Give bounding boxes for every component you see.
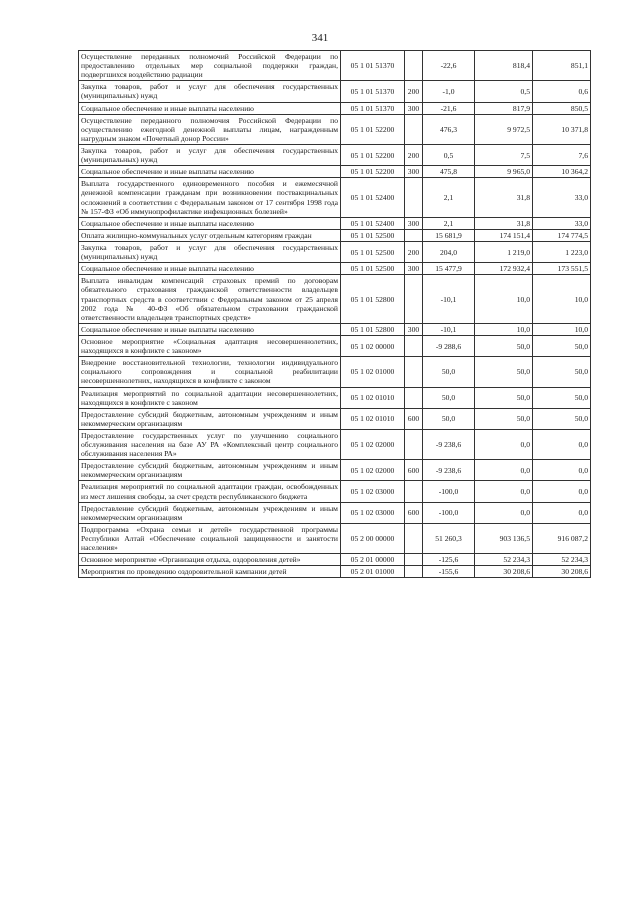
table-row [79, 523, 591, 553]
amount-year-1-cell: 7,5 [475, 144, 533, 165]
expense-type-cell: 600 [405, 502, 423, 523]
amount-year-1-cell: 0,0 [475, 429, 533, 459]
amount-year-2-cell: 50,0 [533, 408, 591, 429]
table-row [79, 217, 591, 229]
amount-year-1-cell: 50,0 [475, 335, 533, 356]
amount-year-1-cell: 1 219,0 [475, 241, 533, 262]
amount-year-2-cell: 850,5 [533, 102, 591, 114]
amount-year-1-cell: 0,0 [475, 502, 533, 523]
table-row [79, 481, 591, 502]
amount-change-cell: 50,0 [423, 408, 475, 429]
expense-type-cell: 200 [405, 81, 423, 102]
amount-year-1-cell: 50,0 [475, 387, 533, 408]
table-row [79, 387, 591, 408]
expense-type-cell: 600 [405, 460, 423, 481]
amount-change-cell: 204,0 [423, 241, 475, 262]
amount-change-cell: -22,6 [423, 51, 475, 81]
target-code-cell: 05 1 01 52800 [341, 275, 405, 324]
amount-year-2-cell: 851,1 [533, 51, 591, 81]
amount-change-cell: 50,0 [423, 387, 475, 408]
row-name-cell: Основное мероприятие «Социальная адаптация несовершеннолетних, находящихся в конфликте с законом» [79, 335, 341, 356]
row-name-cell: Основное мероприятие «Организация отдыха, оздоровления детей» [79, 554, 341, 566]
amount-year-2-cell: 0,0 [533, 460, 591, 481]
target-code-cell: 05 1 02 00000 [341, 335, 405, 356]
expense-type-cell: 300 [405, 166, 423, 178]
table-row [79, 460, 591, 481]
page-number: 341 [311, 32, 329, 44]
row-name-cell: Реализация мероприятий по социальной адаптации граждан, освобожденных из мест лишения свободы, за счет средств республиканского бюджета [79, 481, 341, 502]
expense-type-cell [405, 387, 423, 408]
target-code-cell: 05 1 01 52500 [341, 263, 405, 275]
budget-table-body [79, 51, 591, 578]
amount-change-cell: -1,0 [423, 81, 475, 102]
amount-change-cell: -21,6 [423, 102, 475, 114]
table-row [79, 323, 591, 335]
amount-year-1-cell: 817,9 [475, 102, 533, 114]
amount-change-cell: -155,6 [423, 566, 475, 578]
row-name-cell: Выплата инвалидам компенсаций страховых премий по договорам обязательного страхования гражданской ответственности владельцев транспортных средств в соответствии с Федеральным законом от 25 апреля 2002 года № 40-ФЗ «Об обязательном страховании гражданской ответственности владельцев транспортных средств» [79, 275, 341, 324]
table-row [79, 357, 591, 387]
expense-type-cell [405, 229, 423, 241]
amount-year-2-cell: 50,0 [533, 357, 591, 387]
amount-year-1-cell: 9 972,5 [475, 114, 533, 144]
amount-change-cell: -9 288,6 [423, 335, 475, 356]
expense-type-cell: 300 [405, 323, 423, 335]
table-row [79, 429, 591, 459]
expense-type-cell [405, 275, 423, 324]
amount-change-cell: 15 681,9 [423, 229, 475, 241]
table-row [79, 275, 591, 324]
amount-year-2-cell: 0,0 [533, 481, 591, 502]
amount-change-cell: -10,1 [423, 275, 475, 324]
expense-type-cell [405, 335, 423, 356]
row-name-cell: Закупка товаров, работ и услуг для обеспечения государственных (муниципальных) нужд [79, 81, 341, 102]
target-code-cell: 05 1 01 52400 [341, 217, 405, 229]
table-row [79, 102, 591, 114]
expense-type-cell [405, 178, 423, 217]
expense-type-cell: 300 [405, 263, 423, 275]
amount-year-2-cell: 10,0 [533, 323, 591, 335]
table-row [79, 566, 591, 578]
table-row [79, 81, 591, 102]
row-name-cell: Предоставление государственных услуг по улучшению социального обслуживания населения на базе АУ РА «Комплексный центр социального обслуживания населения РА» [79, 429, 341, 459]
expense-type-cell [405, 429, 423, 459]
expense-type-cell [405, 114, 423, 144]
row-name-cell: Закупка товаров, работ и услуг для обеспечения государственных (муниципальных) нужд [79, 241, 341, 262]
amount-year-2-cell: 916 087,2 [533, 523, 591, 553]
target-code-cell: 05 1 01 52500 [341, 229, 405, 241]
expense-type-cell: 600 [405, 408, 423, 429]
target-code-cell: 05 2 01 01000 [341, 566, 405, 578]
target-code-cell: 05 1 01 51370 [341, 102, 405, 114]
target-code-cell: 05 1 02 02000 [341, 429, 405, 459]
amount-year-1-cell: 9 965,0 [475, 166, 533, 178]
amount-change-cell: 475,8 [423, 166, 475, 178]
amount-year-2-cell: 10,0 [533, 275, 591, 324]
expense-type-cell [405, 357, 423, 387]
amount-year-1-cell: 172 932,4 [475, 263, 533, 275]
target-code-cell: 05 2 00 00000 [341, 523, 405, 553]
amount-year-2-cell: 52 234,3 [533, 554, 591, 566]
target-code-cell: 05 1 01 52800 [341, 323, 405, 335]
table-row [79, 144, 591, 165]
amount-change-cell: -100,0 [423, 481, 475, 502]
row-name-cell: Социальное обеспечение и иные выплаты населению [79, 323, 341, 335]
amount-year-2-cell: 50,0 [533, 387, 591, 408]
expense-type-cell: 200 [405, 144, 423, 165]
row-name-cell: Социальное обеспечение и иные выплаты населению [79, 263, 341, 275]
amount-year-2-cell: 173 551,5 [533, 263, 591, 275]
row-name-cell: Осуществление переданных полномочий Российской Федерации по предоставлению отдельных мер социальной поддержки граждан, подвергшихся воздействию радиации [79, 51, 341, 81]
amount-change-cell: -125,6 [423, 554, 475, 566]
amount-year-2-cell: 1 223,0 [533, 241, 591, 262]
target-code-cell: 05 1 01 52400 [341, 178, 405, 217]
amount-year-2-cell: 7,6 [533, 144, 591, 165]
expense-type-cell: 300 [405, 217, 423, 229]
amount-change-cell: 15 477,9 [423, 263, 475, 275]
amount-year-1-cell: 818,4 [475, 51, 533, 81]
table-row [79, 502, 591, 523]
amount-year-1-cell: 50,0 [475, 408, 533, 429]
target-code-cell: 05 1 02 03000 [341, 502, 405, 523]
row-name-cell: Предоставление субсидий бюджетным, автономным учреждениям и иным некоммерческим организациям [79, 502, 341, 523]
row-name-cell: Предоставление субсидий бюджетным, автономным учреждениям и иным некоммерческим организациям [79, 408, 341, 429]
row-name-cell: Социальное обеспечение и иные выплаты населению [79, 166, 341, 178]
amount-change-cell: -9 238,6 [423, 460, 475, 481]
target-code-cell: 05 1 01 51370 [341, 81, 405, 102]
amount-year-1-cell: 31,8 [475, 217, 533, 229]
target-code-cell: 05 1 02 02000 [341, 460, 405, 481]
expense-type-cell: 300 [405, 102, 423, 114]
row-name-cell: Мероприятия по проведению оздоровительной кампании детей [79, 566, 341, 578]
row-name-cell: Предоставление субсидий бюджетным, автономным учреждениям и иным некоммерческим организациям [79, 460, 341, 481]
budget-table [78, 50, 591, 578]
amount-year-1-cell: 0,0 [475, 460, 533, 481]
amount-change-cell: 2,1 [423, 178, 475, 217]
table-row [79, 241, 591, 262]
row-name-cell: Осуществление переданного полномочия Российской Федерации по осуществлению ежегодной денежной выплаты лицам, награжденным нагрудным знаком «Почетный донор России» [79, 114, 341, 144]
amount-year-1-cell: 174 151,4 [475, 229, 533, 241]
expense-type-cell [405, 554, 423, 566]
target-code-cell: 05 1 02 01010 [341, 387, 405, 408]
table-row [79, 335, 591, 356]
table-row [79, 178, 591, 217]
amount-year-1-cell: 903 136,5 [475, 523, 533, 553]
expense-type-cell [405, 566, 423, 578]
expense-type-cell [405, 523, 423, 553]
amount-year-1-cell: 50,0 [475, 357, 533, 387]
amount-year-2-cell: 0,0 [533, 429, 591, 459]
expense-type-cell: 200 [405, 241, 423, 262]
amount-year-2-cell: 30 208,6 [533, 566, 591, 578]
amount-year-2-cell: 174 774,5 [533, 229, 591, 241]
row-name-cell: Оплата жилищно-коммунальных услуг отдельным категориям граждан [79, 229, 341, 241]
target-code-cell: 05 1 02 01000 [341, 357, 405, 387]
amount-change-cell: 2,1 [423, 217, 475, 229]
row-name-cell: Социальное обеспечение и иные выплаты населению [79, 102, 341, 114]
table-row [79, 229, 591, 241]
amount-change-cell: -10,1 [423, 323, 475, 335]
target-code-cell: 05 1 02 03000 [341, 481, 405, 502]
amount-year-1-cell: 31,8 [475, 178, 533, 217]
target-code-cell: 05 2 01 00000 [341, 554, 405, 566]
amount-year-1-cell: 10,0 [475, 323, 533, 335]
table-row [79, 554, 591, 566]
amount-year-2-cell: 10 364,2 [533, 166, 591, 178]
row-name-cell: Реализация мероприятий по социальной адаптации несовершеннолетних, находящихся в конфликте с законом [79, 387, 341, 408]
target-code-cell: 05 1 02 01010 [341, 408, 405, 429]
table-row [79, 263, 591, 275]
amount-change-cell: -9 238,6 [423, 429, 475, 459]
row-name-cell: Подпрограмма «Охрана семьи и детей» государственной программы Республики Алтай «Обеспечение социальной защищенности и занятости населения» [79, 523, 341, 553]
amount-year-1-cell: 0,5 [475, 81, 533, 102]
row-name-cell: Социальное обеспечение и иные выплаты населению [79, 217, 341, 229]
target-code-cell: 05 1 01 52200 [341, 114, 405, 144]
amount-year-2-cell: 33,0 [533, 217, 591, 229]
target-code-cell: 05 1 01 51370 [341, 51, 405, 81]
amount-change-cell: 0,5 [423, 144, 475, 165]
target-code-cell: 05 1 01 52200 [341, 166, 405, 178]
row-name-cell: Выплата государственного единовременного пособия и ежемесячной денежной компенсации гражданам при возникновении поствакцинальных осложнений в соответствии с Федеральным законом от 17 сентября 1998 года № 157-ФЗ «Об иммунопрофилактике инфекционных болезней» [79, 178, 341, 217]
amount-year-2-cell: 50,0 [533, 335, 591, 356]
expense-type-cell [405, 51, 423, 81]
amount-year-2-cell: 0,6 [533, 81, 591, 102]
amount-change-cell: 50,0 [423, 357, 475, 387]
target-code-cell: 05 1 01 52500 [341, 241, 405, 262]
table-row [79, 51, 591, 81]
table-row [79, 166, 591, 178]
table-row [79, 114, 591, 144]
amount-change-cell: -100,0 [423, 502, 475, 523]
amount-year-1-cell: 52 234,3 [475, 554, 533, 566]
amount-year-1-cell: 30 208,6 [475, 566, 533, 578]
amount-change-cell: 51 260,3 [423, 523, 475, 553]
amount-year-2-cell: 10 371,8 [533, 114, 591, 144]
amount-change-cell: 476,3 [423, 114, 475, 144]
row-name-cell: Закупка товаров, работ и услуг для обеспечения государственных (муниципальных) нужд [79, 144, 341, 165]
amount-year-1-cell: 10,0 [475, 275, 533, 324]
expense-type-cell [405, 481, 423, 502]
target-code-cell: 05 1 01 52200 [341, 144, 405, 165]
amount-year-2-cell: 0,0 [533, 502, 591, 523]
amount-year-2-cell: 33,0 [533, 178, 591, 217]
table-row [79, 408, 591, 429]
amount-year-1-cell: 0,0 [475, 481, 533, 502]
row-name-cell: Внедрение восстановительной технологии, технологии индивидуального социального сопровождения и социальной реабилитации несовершеннолетних, находящихся в конфликте с законом [79, 357, 341, 387]
